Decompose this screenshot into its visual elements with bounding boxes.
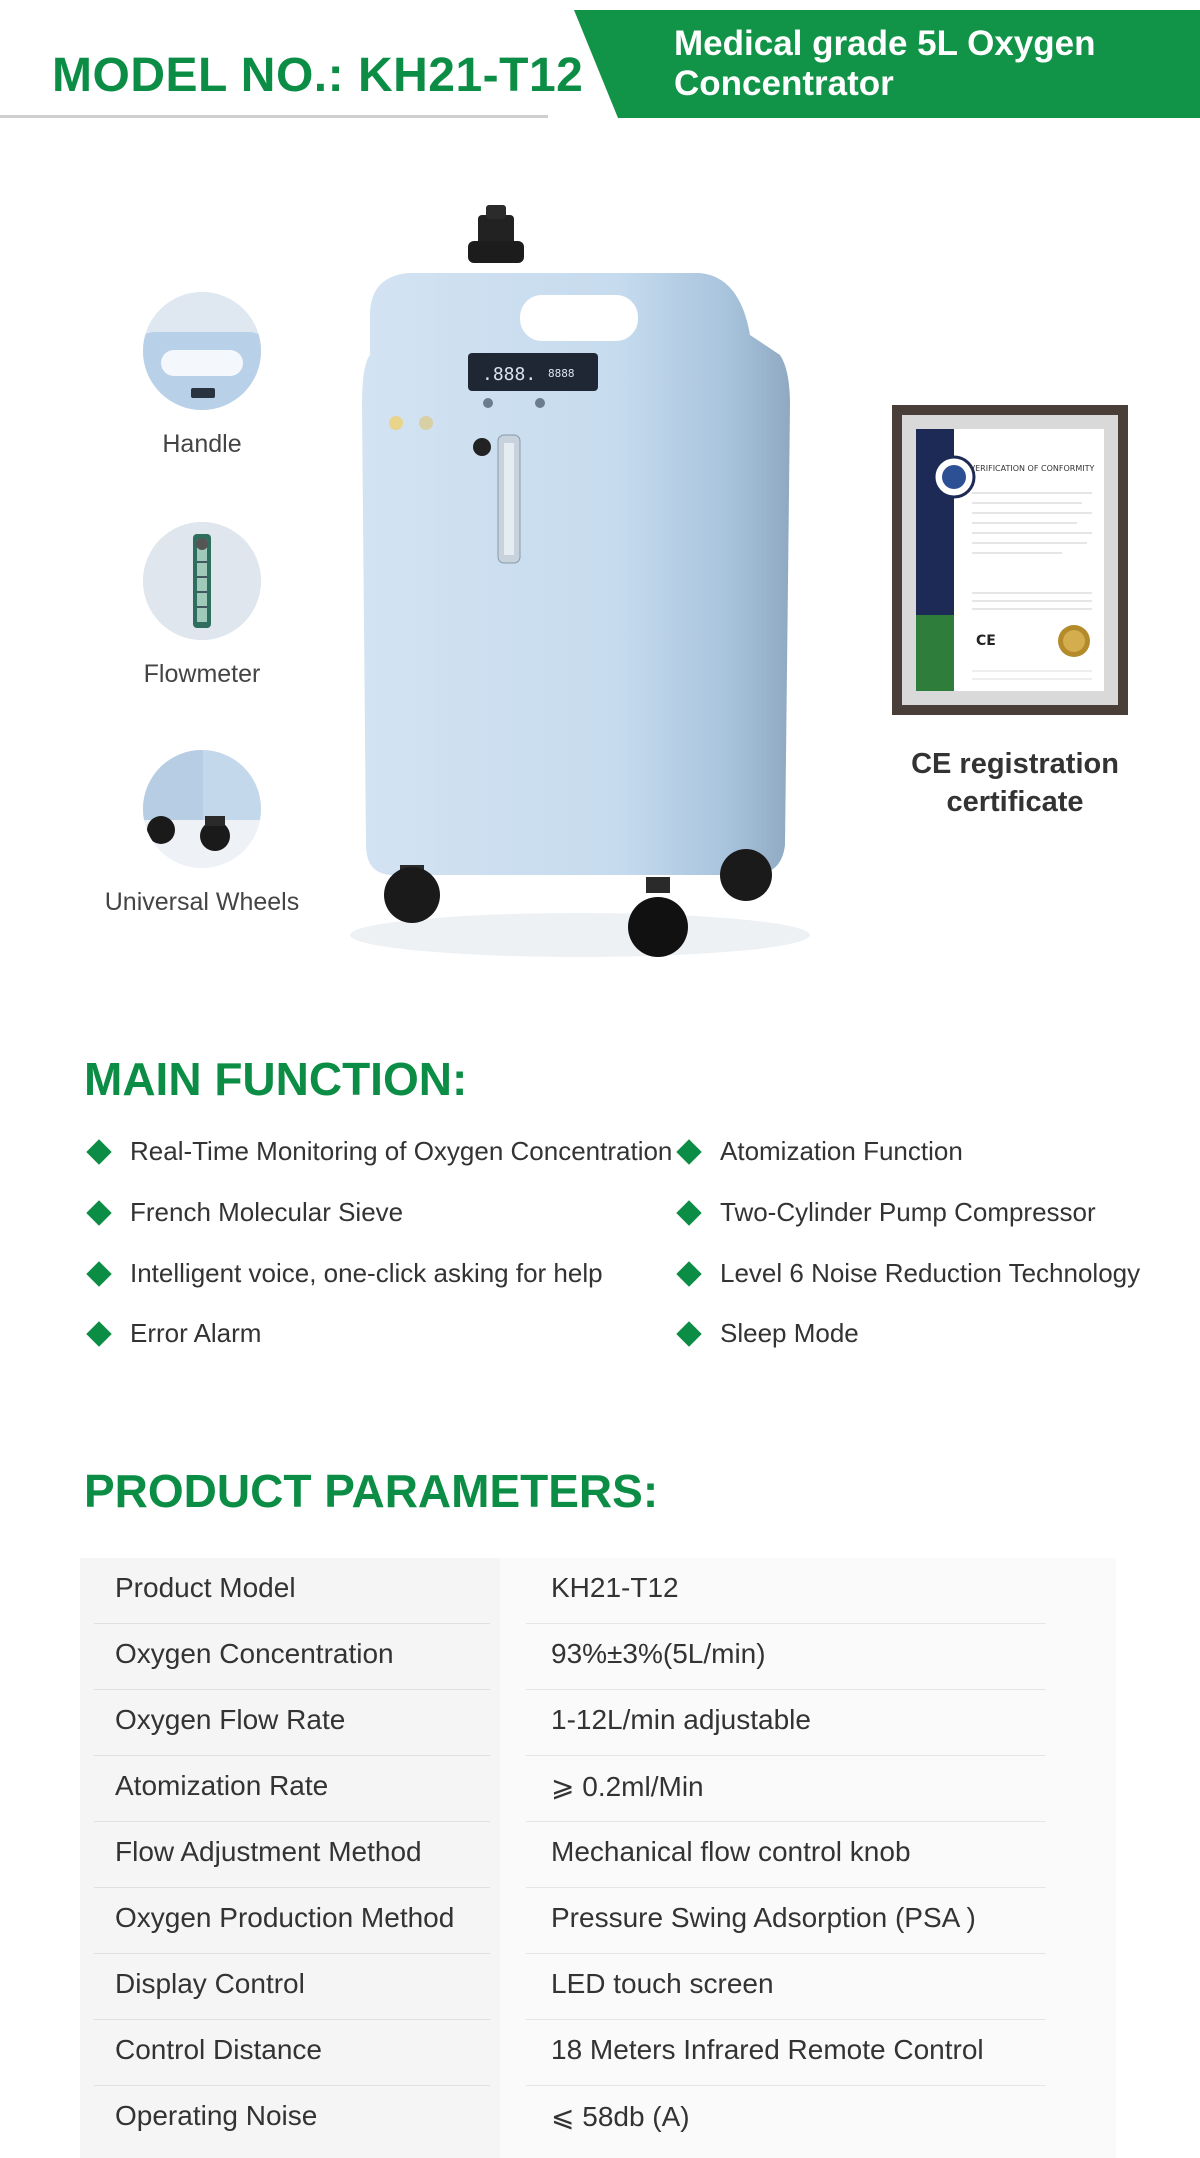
function-item-label: Error Alarm bbox=[130, 1318, 262, 1348]
function-item bbox=[86, 1318, 261, 1349]
table-row bbox=[80, 1888, 1116, 1954]
param-name: Oxygen Flow Rate bbox=[115, 1704, 346, 1735]
param-value: ⩽ 58db (A) bbox=[551, 2101, 690, 2132]
ce-certificate-image bbox=[892, 405, 1128, 715]
param-value: 93%±3%(5L/min) bbox=[551, 1638, 766, 1669]
function-item bbox=[86, 1258, 603, 1289]
feature-handle bbox=[92, 292, 312, 459]
diamond-bullet-icon bbox=[676, 1321, 701, 1346]
param-name: Display Control bbox=[115, 1968, 305, 1999]
param-name: Flow Adjustment Method bbox=[115, 1836, 422, 1867]
param-value: ⩾ 0.2ml/Min bbox=[551, 1771, 704, 1802]
function-item bbox=[86, 1197, 403, 1228]
parameters-table bbox=[80, 1558, 1116, 2158]
table-row bbox=[80, 1558, 1116, 1624]
param-name: Oxygen Concentration bbox=[115, 1638, 394, 1669]
param-name: Atomization Rate bbox=[115, 1770, 329, 1801]
function-item bbox=[676, 1197, 1096, 1228]
ce-mark: CE bbox=[976, 633, 996, 649]
diamond-bullet-icon bbox=[676, 1200, 701, 1225]
model-underline-divider bbox=[0, 115, 548, 118]
flowmeter-icon bbox=[143, 522, 261, 640]
feature-wheels bbox=[92, 750, 312, 917]
feature-label-flowmeter: Flowmeter bbox=[143, 660, 261, 688]
display-readout: .888. bbox=[482, 364, 537, 385]
diamond-bullet-icon bbox=[86, 1200, 111, 1225]
page-header bbox=[0, 0, 1200, 120]
diamond-bullet-icon bbox=[86, 1321, 111, 1346]
function-item-label: Real-Time Monitoring of Oxygen Concentration bbox=[130, 1136, 673, 1166]
function-item-label: Two-Cylinder Pump Compressor bbox=[720, 1197, 1096, 1227]
model-number-title: MODEL NO.: KH21-T12 bbox=[52, 49, 584, 102]
table-row bbox=[80, 2086, 1116, 2152]
param-value: 1-12L/min adjustable bbox=[551, 1704, 811, 1735]
diamond-bullet-icon bbox=[86, 1261, 111, 1286]
param-value: Pressure Swing Adsorption (PSA ) bbox=[551, 1902, 976, 1933]
feature-flowmeter bbox=[92, 522, 312, 689]
feature-label-handle: Handle bbox=[162, 430, 242, 458]
function-item-label: Sleep Mode bbox=[720, 1318, 859, 1348]
handle-icon bbox=[143, 292, 261, 410]
product-parameters-title: PRODUCT PARAMETERS: bbox=[84, 1465, 659, 1517]
function-item-label: Atomization Function bbox=[720, 1136, 963, 1166]
param-value: Mechanical flow control knob bbox=[551, 1836, 911, 1867]
table-row bbox=[80, 1690, 1116, 1756]
param-value: KH21-T12 bbox=[551, 1572, 679, 1603]
function-item-label: French Molecular Sieve bbox=[130, 1197, 404, 1227]
param-name: Operating Noise bbox=[115, 2100, 318, 2131]
display-readout-secondary: 8888 bbox=[548, 367, 575, 380]
oxygen-concentrator-image bbox=[330, 205, 830, 975]
diamond-bullet-icon bbox=[86, 1139, 111, 1164]
diamond-bullet-icon bbox=[676, 1139, 701, 1164]
function-item-label: Level 6 Noise Reduction Technology bbox=[720, 1258, 1141, 1288]
function-item bbox=[676, 1258, 1140, 1289]
banner-title: Medical grade 5L Oxygen Concentrator bbox=[674, 24, 1096, 103]
function-item bbox=[676, 1318, 859, 1349]
diamond-bullet-icon bbox=[676, 1261, 701, 1286]
function-item bbox=[86, 1136, 672, 1167]
param-value: LED touch screen bbox=[551, 1968, 774, 1999]
function-item bbox=[676, 1136, 963, 1167]
param-name: Control Distance bbox=[115, 2034, 322, 2065]
param-name: Oxygen Production Method bbox=[115, 1902, 455, 1933]
certificate-doc-title: VERIFICATION OF CONFORMITY bbox=[969, 464, 1095, 473]
certificate-label: CE registration certificate bbox=[911, 748, 1119, 818]
wheels-icon bbox=[143, 750, 261, 868]
main-function-title: MAIN FUNCTION: bbox=[84, 1053, 468, 1105]
param-value: 18 Meters Infrared Remote Control bbox=[551, 2034, 984, 2065]
function-item-label: Intelligent voice, one-click asking for help bbox=[130, 1258, 603, 1288]
feature-label-wheels: Universal Wheels bbox=[104, 888, 300, 916]
param-name: Product Model bbox=[115, 1572, 296, 1603]
table-row bbox=[80, 1624, 1116, 1690]
table-row bbox=[80, 1954, 1116, 2020]
table-row bbox=[80, 2020, 1116, 2086]
table-row bbox=[80, 1822, 1116, 1888]
table-row bbox=[80, 1756, 1116, 1822]
